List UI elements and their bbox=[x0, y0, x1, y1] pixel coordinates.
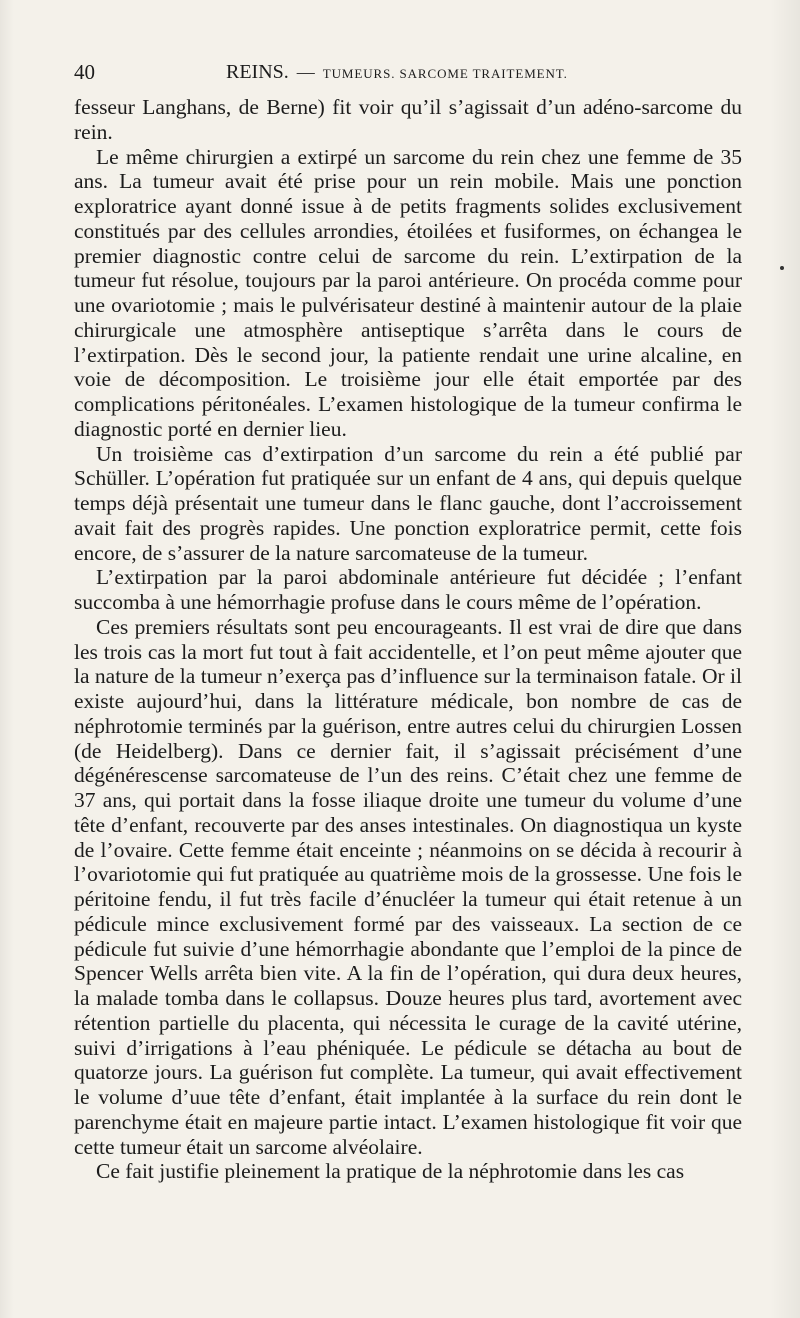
paragraph: Ce fait justifie pleinement la pratique de la néphrotomie dans les cas bbox=[96, 1159, 685, 1184]
running-head-separator: — bbox=[296, 62, 315, 82]
paragraph: L’extirpation par la paroi abdominale antérieure fut décidée ; l’enfant succomba à une hémorrhagie profuse dans le cours même de l’opération. bbox=[74, 565, 742, 614]
paragraph: Ces premiers résultats sont peu encourageants. Il est vrai de dire que dans les trois cas la mort fut tout à fait accidentelle, et l’on peut même ajouter que la nature de la tumeur n’exerça pas d’influence sur la terminaison fatale. Or il existe aujourd’hui, dans la littérature médicale, bon nombre de cas de néphrotomie terminés par la guérison, entre autres celui du chirurgien Lossen (de Heidelberg). Dans ce dernier fait, il s’agissait précisément d’une dégénérescense sarcomateuse de l’un des reins. C’était chez une femme de 37 ans, qui portait dans la fosse iliaque droite une tumeur du volume d’une tête d’enfant, recouverte par des anses intestinales. On diagnostiqua un kyste de l’ovaire. Cette femme était enceinte ; néanmoins on se décida à recourir à l’ovariotomie qui fut pratiquée au quatrième mois de la grossesse. Une fois le péritoine fendu, il fut très facile d’énucléer la tumeur qui était retenue à un pédicule mince exclusivement formé par des vaisseaux. La section de ce pédicule fut suivie d’une hémorrhagie abondante que l’emploi de la pince de Spencer Wells arrêta bien vite. A la fin de l’opération, qui dura deux heures, la malade tomba dans le collapsus. Douze heures plus tard, avortement avec rétention partielle du placenta, qui nécessita le curage de la cavité utérine, suivi d’irrigations à l’eau phéniquée. Le pédicule se détacha au bout de quatorze jours. La guérison fut complète. La tumeur, qui avait effectivement le volume d’uue tête d’enfant, était implantée à la surface du rein dont le parenchyme était en majeure partie intact. L’examen histologique fit voir que cette tumeur était un sarcome alvéolaire. bbox=[74, 614, 742, 1159]
page-header bbox=[74, 58, 742, 86]
paragraph: Un troisième cas d’extirpation d’un sarcome du rein a été publié par Schüller. L’opération fut pratiquée sur un enfant de 4 ans, qui depuis quelque temps déjà présentait une tumeur dans le flanc gauche, dont l’accroissement avait fait des progrès rapides. Une ponction exploratrice permit, cette fois encore, de s’assurer de la nature sarcomateuse de la tumeur. bbox=[74, 441, 742, 565]
running-head-title: REINS. bbox=[226, 61, 289, 83]
margin-ink-mark bbox=[780, 266, 784, 270]
paragraph: Le même chirurgien a extirpé un sarcome du rein chez une femme de 35 ans. La tumeur avait été prise pour un rein mobile. Mais une ponction exploratrice ayant donné issue à de petits fragments solides exclusivement constitués par des cellules arrondies, étoilées et fusiformes, on échangea le premier diagnostic contre celui de sarcome du rein. L’extirpation de la tumeur fut résolue, toujours par la paroi antérieure. On procéda comme pour une ovariotomie ; mais le pulvérisateur destiné à maintenir autour de la plaie chirurgicale une atmosphère antiseptique s’arrêta dans le cours de l’extirpation. Dès le second jour, la patiente rendait une urine alcaline, en voie de décomposition. Le troisième jour elle était emportée par des complications péritonéales. L’examen histologique de la tumeur confirma le diagnostic porté en dernier lieu. bbox=[74, 144, 742, 441]
running-head bbox=[226, 58, 568, 88]
page-number: 40 bbox=[74, 60, 95, 84]
paragraph-continued: fesseur Langhans, de Berne) fit voir qu’il s’agissait d’un adéno-sarcome du rein. bbox=[74, 95, 742, 144]
running-head-subtitle: TUMEURS. SARCOME TRAITEMENT. bbox=[322, 66, 568, 81]
body-text bbox=[74, 95, 742, 1184]
